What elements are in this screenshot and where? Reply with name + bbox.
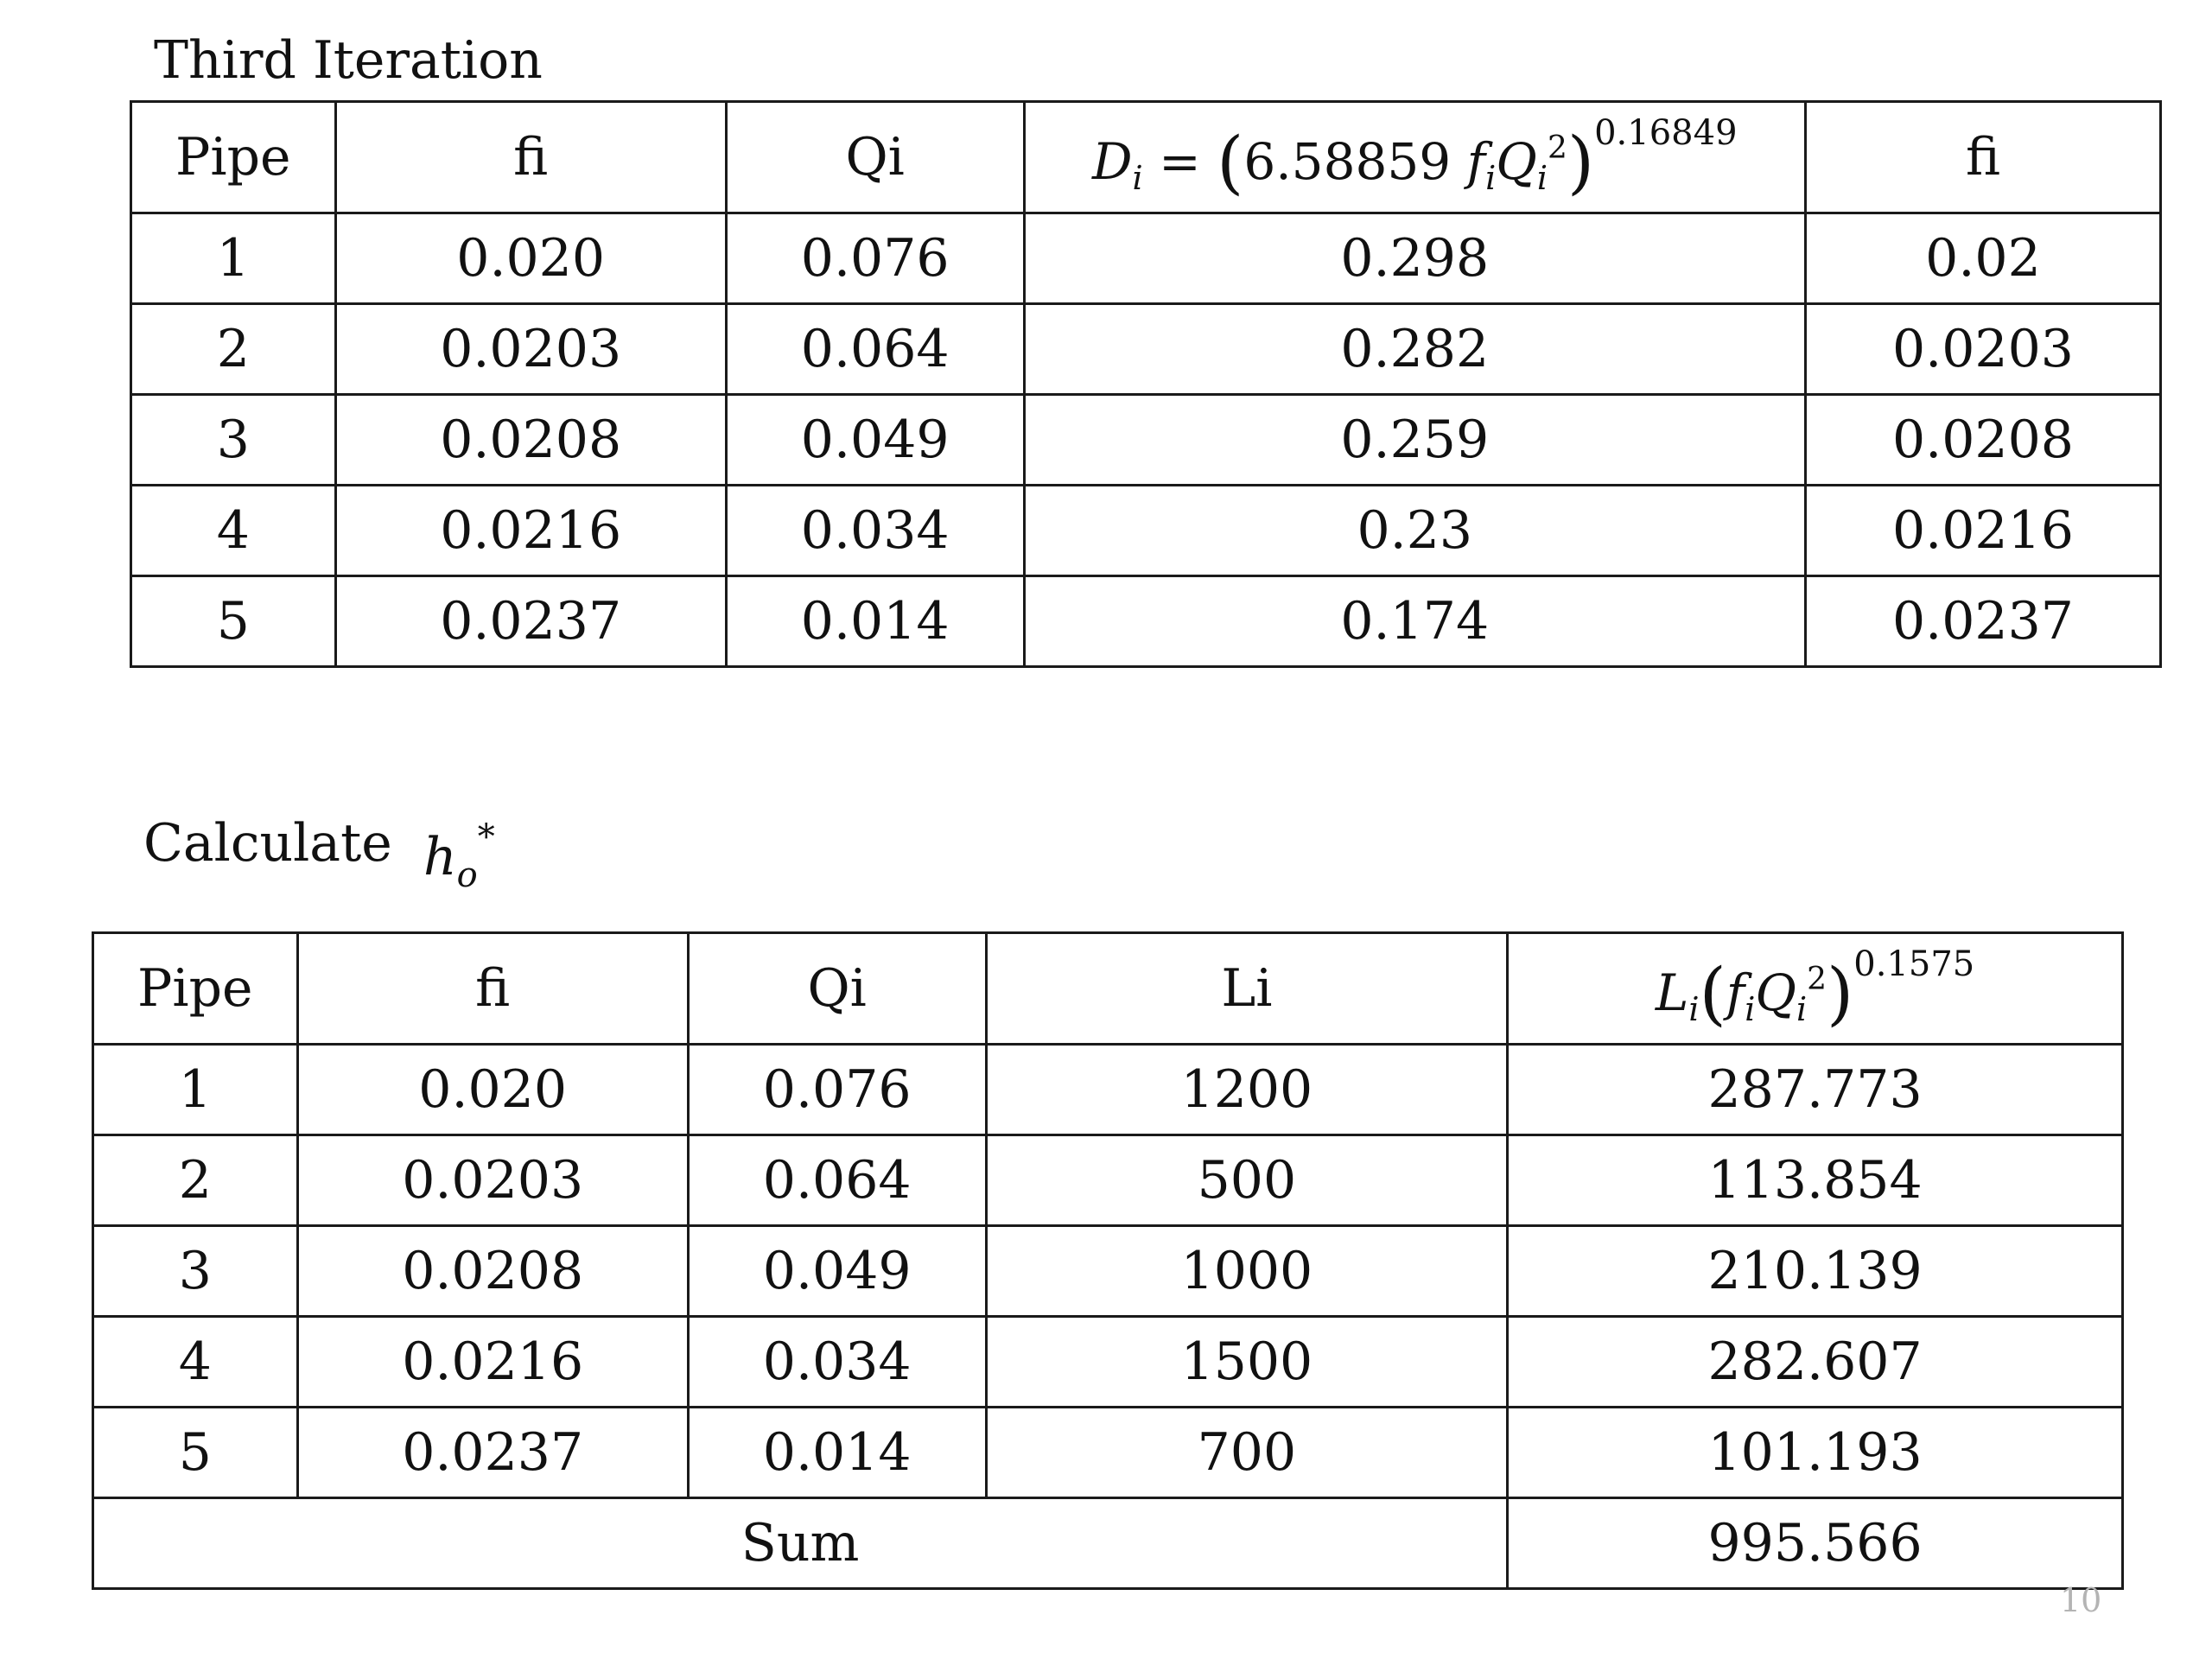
cell-result: 210.139 (1508, 1226, 2123, 1317)
cell-li: 700 (986, 1408, 1508, 1498)
section-title-third-iteration: Third Iteration (154, 30, 543, 91)
cell-pipe: 5 (131, 576, 336, 667)
cell-li: 500 (986, 1135, 1508, 1226)
cell-diameter: 0.23 (1024, 486, 1805, 576)
cell-diameter: 0.282 (1024, 304, 1805, 395)
cell-diameter: 0.174 (1024, 576, 1805, 667)
diameter-formula: $D_i = (6.58859$ $f_iQ_i^2)^{0.16849}$ (1091, 112, 1738, 202)
header-qi: Qi (688, 933, 986, 1045)
cell-fi: 0.0208 (335, 395, 726, 486)
table-row (131, 304, 2161, 395)
cell-qi: 0.034 (726, 486, 1024, 576)
cell-result: 101.193 (1508, 1408, 2123, 1498)
cell-qi: 0.064 (688, 1135, 986, 1226)
header-diameter-formula (1024, 102, 1805, 213)
sum-value: 995.566 (1508, 1498, 2123, 1589)
header-length-formula (1508, 933, 2123, 1045)
cell-qi: 0.049 (726, 395, 1024, 486)
cell-fi-new: 0.0203 (1805, 304, 2160, 395)
cell-pipe: 4 (131, 486, 336, 576)
cell-diameter: 0.298 (1024, 213, 1805, 304)
cell-pipe: 5 (93, 1408, 298, 1498)
cell-diameter: 0.259 (1024, 395, 1805, 486)
cell-fi-new: 0.0208 (1805, 395, 2160, 486)
header-li: Li (986, 933, 1508, 1045)
header-fi: fi (335, 102, 726, 213)
cell-result: 113.854 (1508, 1135, 2123, 1226)
table-row (93, 1317, 2123, 1408)
head-loss-table (92, 931, 2124, 1590)
cell-pipe: 1 (131, 213, 336, 304)
header-pipe: Pipe (131, 102, 336, 213)
table-row (93, 1045, 2123, 1135)
sum-row (93, 1498, 2123, 1589)
table-row (93, 1408, 2123, 1498)
table-row (131, 395, 2161, 486)
cell-pipe: 2 (131, 304, 336, 395)
cell-fi: 0.0203 (297, 1135, 688, 1226)
table-row (131, 576, 2161, 667)
cell-fi: 0.0237 (335, 576, 726, 667)
cell-qi: 0.014 (726, 576, 1024, 667)
cell-fi-new: 0.0237 (1805, 576, 2160, 667)
cell-pipe: 3 (131, 395, 336, 486)
header-fi: fi (297, 933, 688, 1045)
table-row (131, 486, 2161, 576)
calculate-label: Calculate (143, 813, 392, 874)
cell-pipe: 4 (93, 1317, 298, 1408)
cell-li: 1200 (986, 1045, 1508, 1135)
table-header-row (131, 102, 2161, 213)
cell-fi: 0.0203 (335, 304, 726, 395)
cell-li: 1000 (986, 1226, 1508, 1317)
cell-qi: 0.076 (726, 213, 1024, 304)
cell-fi: 0.0208 (297, 1226, 688, 1317)
length-formula: $L_i(f_iQ_i^2)^{0.1575}$ (1655, 944, 1975, 1033)
cell-fi: 0.0216 (297, 1317, 688, 1408)
cell-qi: 0.014 (688, 1408, 986, 1498)
table-row (93, 1135, 2123, 1226)
cell-fi: 0.020 (297, 1045, 688, 1135)
cell-fi-new: 0.0216 (1805, 486, 2160, 576)
header-pipe: Pipe (93, 933, 298, 1045)
cell-fi: 0.0216 (335, 486, 726, 576)
table-row (131, 213, 2161, 304)
cell-li: 1500 (986, 1317, 1508, 1408)
head-loss-symbol: $h_o^*$ (423, 817, 495, 895)
cell-pipe: 3 (93, 1226, 298, 1317)
header-fi-new: fi (1805, 102, 2160, 213)
sum-label: Sum (93, 1498, 1508, 1589)
cell-qi: 0.064 (726, 304, 1024, 395)
third-iteration-table (130, 100, 2162, 668)
cell-result: 287.773 (1508, 1045, 2123, 1135)
cell-qi: 0.034 (688, 1317, 986, 1408)
cell-qi: 0.076 (688, 1045, 986, 1135)
cell-qi: 0.049 (688, 1226, 986, 1317)
cell-fi-new: 0.02 (1805, 213, 2160, 304)
cell-fi: 0.0237 (297, 1408, 688, 1498)
header-qi: Qi (726, 102, 1024, 213)
page-number: 10 (2060, 1581, 2102, 1619)
table-row (93, 1226, 2123, 1317)
table-header-row (93, 933, 2123, 1045)
cell-pipe: 2 (93, 1135, 298, 1226)
cell-fi: 0.020 (335, 213, 726, 304)
cell-result: 282.607 (1508, 1317, 2123, 1408)
cell-pipe: 1 (93, 1045, 298, 1135)
